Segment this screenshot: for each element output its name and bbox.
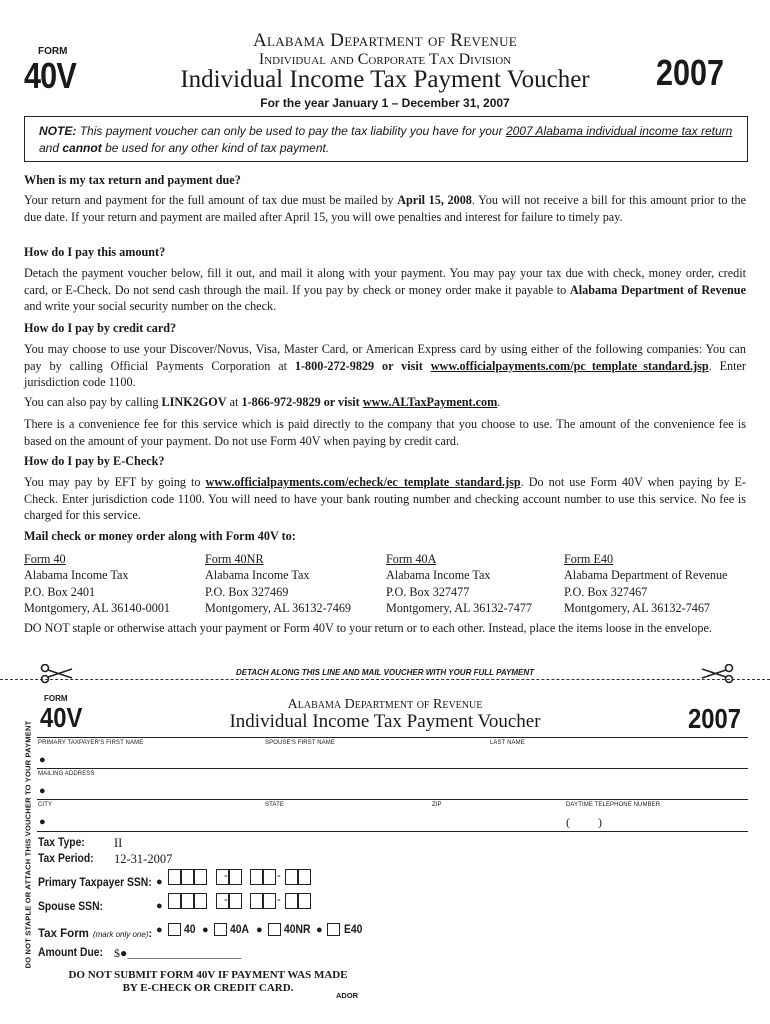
address-form-e40: Form E40 Alabama Department of Revenue P.O. Box 327467 Montgomery, AL 36132-7467 [564, 552, 728, 615]
rule [37, 737, 748, 738]
paragraph-staple: DO NOT staple or otherwise attach your payment or Form 40V to your return or to each other. Instead, place the items loose in the envelope. [24, 621, 712, 635]
paragraph-link2gov: You can also pay by calling LINK2GOV at 1-866-972-9829 or visit www.ALTaxPayment.com. [24, 395, 501, 409]
rule [37, 831, 748, 832]
paragraph-pay: Detach the payment voucher below, fill it out, and mail it along with your payment. You may pay your tax due with check, money order, credit card, or E-Check. Do not send cash through the mail. If you pay by check or money order make it payable to Alabama Department of Revenue and write your social security number on the check. [24, 266, 746, 313]
voucher-year: 2007 [688, 703, 741, 734]
spouse-ssn-label: Spouse SSN: [38, 901, 103, 913]
paragraph-fee: There is a convenience fee for this service which is paid directly to the company that you choose to use. The amount of the convenience fee is based on the amount of your payment. Do not use Form 40V when paying by credit card. [24, 417, 746, 448]
option-e40-label: E40 [344, 924, 363, 936]
amount-due-field[interactable]: $●___________________ [114, 946, 242, 960]
address-form-40: Form 40 Alabama Income Tax P.O. Box 2401 Montgomery, AL 36140-0001 [24, 552, 171, 615]
submission-warning: DO NOT SUBMIT FORM 40V IF PAYMENT WAS MADE BY E-CHECK OR CREDIT CARD. [68, 969, 348, 994]
note-text-2: and [39, 140, 60, 155]
agency-name: Alabama Department of Revenue [252, 30, 518, 51]
cut-line [0, 679, 770, 680]
option-bullet: ● [316, 924, 323, 936]
state-label: STATE [265, 802, 284, 808]
spouse-ssn-bullet: ● [156, 900, 163, 912]
note-label: NOTE: [39, 124, 77, 138]
checkbox-40a[interactable] [214, 923, 227, 936]
checkbox-40[interactable] [168, 923, 181, 936]
tax-form-label: Tax Form [38, 928, 89, 940]
note-cannot: cannot [62, 140, 102, 155]
tax-form-bullet: ● [156, 924, 163, 936]
option-40-label: 40 [184, 924, 196, 936]
form-number: 40V [24, 55, 76, 96]
last-name-label: LAST NAME [490, 740, 525, 746]
tax-period-value: 12-31-2007 [114, 852, 173, 866]
rule [37, 768, 748, 769]
heading-credit-card: How do I pay by credit card? [24, 321, 177, 335]
zip-label: ZIP [432, 802, 442, 808]
option-40a-label: 40A [230, 924, 249, 936]
voucher-form-label: FORM [44, 694, 68, 703]
division-name: Individual and Corporate Tax Division [258, 51, 512, 68]
page-title: Individual Income Tax Payment Voucher [180, 66, 590, 93]
scissors-icon-right [700, 664, 734, 684]
form-label: FORM [38, 46, 68, 57]
tax-type-label: Tax Type: [38, 837, 85, 849]
mailing-address-field[interactable]: ● [39, 785, 46, 797]
checkbox-40nr[interactable] [268, 923, 281, 936]
address-form-40nr: Form 40NR Alabama Income Tax P.O. Box 327469 Montgomery, AL 36132-7469 [205, 552, 352, 615]
amount-due-label: Amount Due: [38, 947, 103, 959]
phone-field[interactable]: ( ) [566, 815, 602, 829]
primary-first-name-label: PRIMARY TAXPAYER'S FIRST NAME [38, 740, 144, 746]
echeck-link[interactable]: www.officialpayments.com/echeck/ec_template_standard.jsp [205, 475, 521, 489]
heading-pay: How do I pay this amount? [24, 245, 166, 259]
voucher-form-number: 40V [40, 702, 83, 733]
period-text: For the year January 1 – December 31, 2007 [260, 96, 510, 110]
side-warning: DO NOT STAPLE OR ATTACH THIS VOUCHER TO YOUR PAYMENT [23, 720, 33, 969]
phone-label: DAYTIME TELEPHONE NUMBER [566, 802, 661, 808]
note-box [24, 116, 748, 162]
altaxpayment-link[interactable]: www.ALTaxPayment.com [362, 395, 498, 409]
tax-year: 2007 [656, 52, 725, 93]
detach-instruction: DETACH ALONG THIS LINE AND MAIL VOUCHER WITH YOUR FULL PAYMENT [235, 668, 535, 677]
heading-mail: Mail check or money order along with Form 40V to: [24, 529, 296, 543]
ador-mark: ADOR [336, 991, 359, 1000]
tax-type-value: II [114, 836, 123, 850]
officialpayments-link[interactable]: www.officialpayments.com/pc_template_standard.jsp [430, 358, 709, 373]
note-text-1: This payment voucher can only be used to pay the tax liability you have for your [79, 124, 503, 138]
mailing-address-label: MAILING ADDRESS [38, 771, 95, 777]
tax-form-hint: (mark only one) [92, 930, 149, 939]
heading-echeck: How do I pay by E-Check? [24, 454, 165, 468]
tax-period-label: Tax Period: [38, 853, 94, 865]
name-field[interactable]: ● [39, 754, 46, 766]
voucher-title: Individual Income Tax Payment Voucher [229, 711, 541, 732]
tax-form-row: Tax Form (mark only one): [38, 928, 153, 940]
address-form-40a: Form 40A Alabama Income Tax P.O. Box 327477 Montgomery, AL 36132-7477 [386, 552, 533, 615]
spouse-first-name-label: SPOUSE'S FIRST NAME [265, 740, 335, 746]
note-text-3: be used for any other kind of tax payment. [105, 140, 330, 155]
heading-due: When is my tax return and payment due? [24, 173, 241, 187]
primary-ssn-bullet: ● [156, 876, 163, 888]
paragraph-due: Your return and payment for the full amount of tax due must be mailed by April 15, 2008. You will not receive a bill for this amount prior to the due date. If your return and payment are mailed after April 15, you will owe penalties and interest for failure to timely pay. [24, 193, 747, 224]
option-bullet: ● [256, 924, 263, 936]
voucher-agency: Alabama Department of Revenue [287, 697, 483, 712]
city-field[interactable]: ● [39, 816, 46, 828]
rule [37, 799, 748, 800]
paragraph-echeck: You may pay by EFT by going to www.officialpayments.com/echeck/ec_template_standard.jsp. Do not use Form 40V when paying by E-Check. Enter jurisdiction code 1100. You will need to have your bank routing number and checking account number to use this service. No fee is charged for this service. [24, 475, 746, 522]
option-bullet: ● [202, 924, 209, 936]
option-40nr-label: 40NR [284, 924, 311, 936]
primary-ssn-label: Primary Taxpayer SSN: [38, 877, 152, 889]
note-link: 2007 Alabama individual income tax return [505, 124, 733, 138]
paragraph-credit-card: You may choose to use your Discover/Novus, Visa, Master Card, or American Express card by using either of the following companies: You can pay by calling Official Payments Corporation at 1-800-272-9829 or visit www.officialpayments.com/pc_template_standard.jsp. Enter jurisdiction code 1100. [24, 342, 746, 389]
checkbox-e40[interactable] [327, 923, 340, 936]
city-label: CITY [38, 802, 53, 808]
